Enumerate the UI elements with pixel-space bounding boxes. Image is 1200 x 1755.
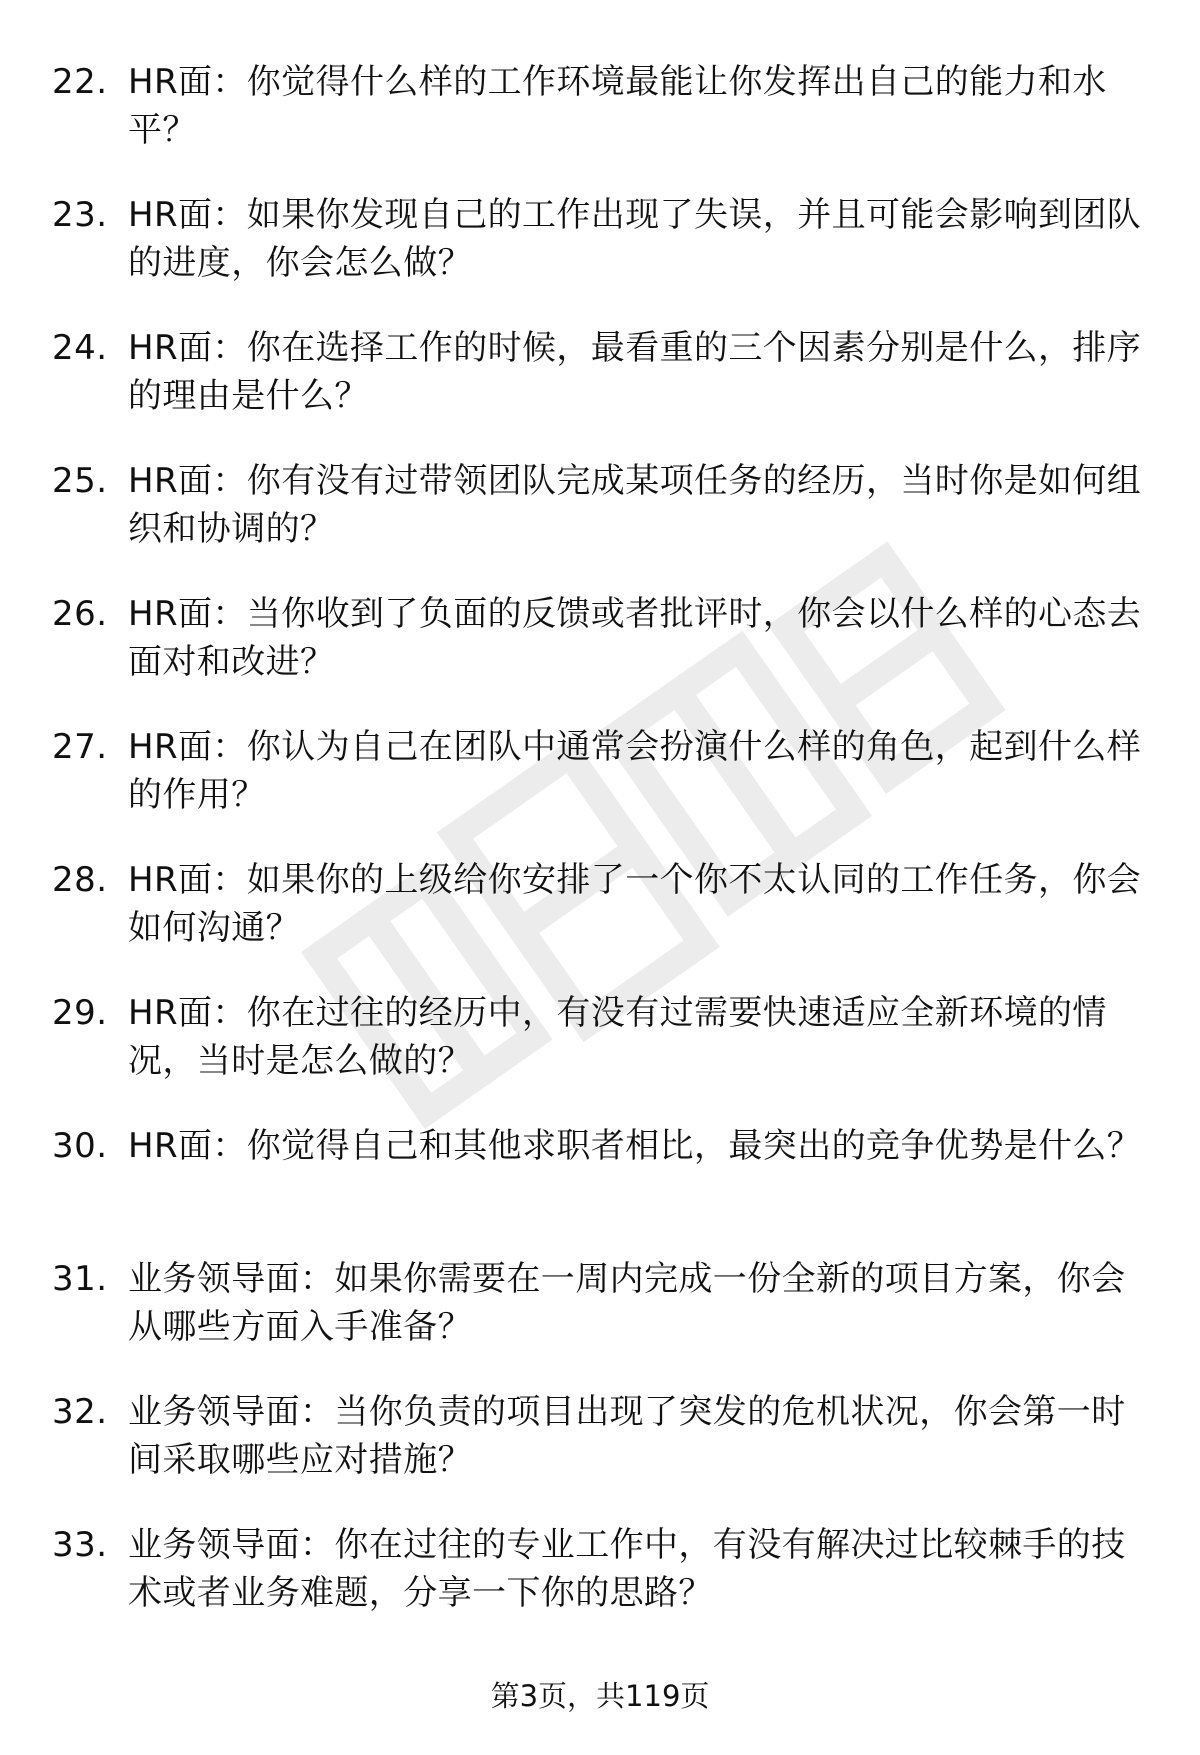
question-number: 26. bbox=[52, 594, 108, 634]
question-text: HR面：如果你的上级给你安排了一个你不太认同的工作任务，你会如何沟通？ bbox=[128, 860, 1142, 948]
question-item bbox=[0, 1255, 1200, 1388]
question-text: HR面：你在过往的经历中，有没有过需要快速适应全新环境的情况，当时是怎么做的？ bbox=[128, 993, 1107, 1081]
question-text: 业务领导面：当你负责的项目出现了突发的危机状况，你会第一时间采取哪些应对措施？ bbox=[128, 1392, 1126, 1480]
question-item bbox=[0, 1388, 1200, 1521]
question-number: 27. bbox=[52, 727, 108, 767]
question-item bbox=[0, 1521, 1200, 1654]
question-text: HR面：你觉得自己和其他求职者相比，最突出的竞争优势是什么？ bbox=[128, 1126, 1142, 1166]
question-number: 28. bbox=[52, 860, 108, 900]
question-number: 23. bbox=[52, 195, 108, 235]
question-number: 24. bbox=[52, 328, 108, 368]
question-number: 30. bbox=[52, 1126, 108, 1166]
question-text: 业务领导面：如果你需要在一周内完成一份全新的项目方案，你会从哪些方面入手准备？ bbox=[128, 1259, 1126, 1347]
question-item bbox=[0, 457, 1200, 590]
question-number: 33. bbox=[52, 1525, 108, 1565]
question-item bbox=[0, 989, 1200, 1122]
question-text: HR面：你觉得什么样的工作环境最能让你发挥出自己的能力和水平？ bbox=[128, 62, 1107, 150]
question-text: HR面：你认为自己在团队中通常会扮演什么样的角色，起到什么样的作用？ bbox=[128, 727, 1142, 815]
question-item bbox=[0, 1122, 1200, 1255]
question-text: 业务领导面：你在过往的专业工作中，有没有解决过比较棘手的技术或者业务难题，分享一下你的思路？ bbox=[128, 1525, 1126, 1613]
question-text: HR面：你在选择工作的时候，最看重的三个因素分别是什么，排序的理由是什么？ bbox=[128, 328, 1142, 416]
question-text: HR面：如果你发现自己的工作出现了失误，并且可能会影响到团队的进度，你会怎么做？ bbox=[128, 195, 1142, 283]
question-item bbox=[0, 856, 1200, 989]
question-number: 22. bbox=[52, 62, 108, 102]
question-number: 25. bbox=[52, 461, 108, 501]
question-number: 31. bbox=[52, 1259, 108, 1299]
question-number: 32. bbox=[52, 1392, 108, 1432]
page-number-footer: 第3页，共119页 bbox=[490, 1679, 710, 1713]
question-item bbox=[0, 58, 1200, 191]
question-text: HR面：你有没有过带领团队完成某项任务的经历，当时你是如何组织和协调的？ bbox=[128, 461, 1142, 549]
question-list bbox=[0, 58, 1200, 1654]
question-text: HR面：当你收到了负面的反馈或者批评时，你会以什么样的心态去面对和改进？ bbox=[128, 594, 1142, 682]
question-item bbox=[0, 324, 1200, 457]
question-item bbox=[0, 590, 1200, 723]
question-item bbox=[0, 191, 1200, 324]
question-number: 29. bbox=[52, 993, 108, 1033]
question-item bbox=[0, 723, 1200, 856]
